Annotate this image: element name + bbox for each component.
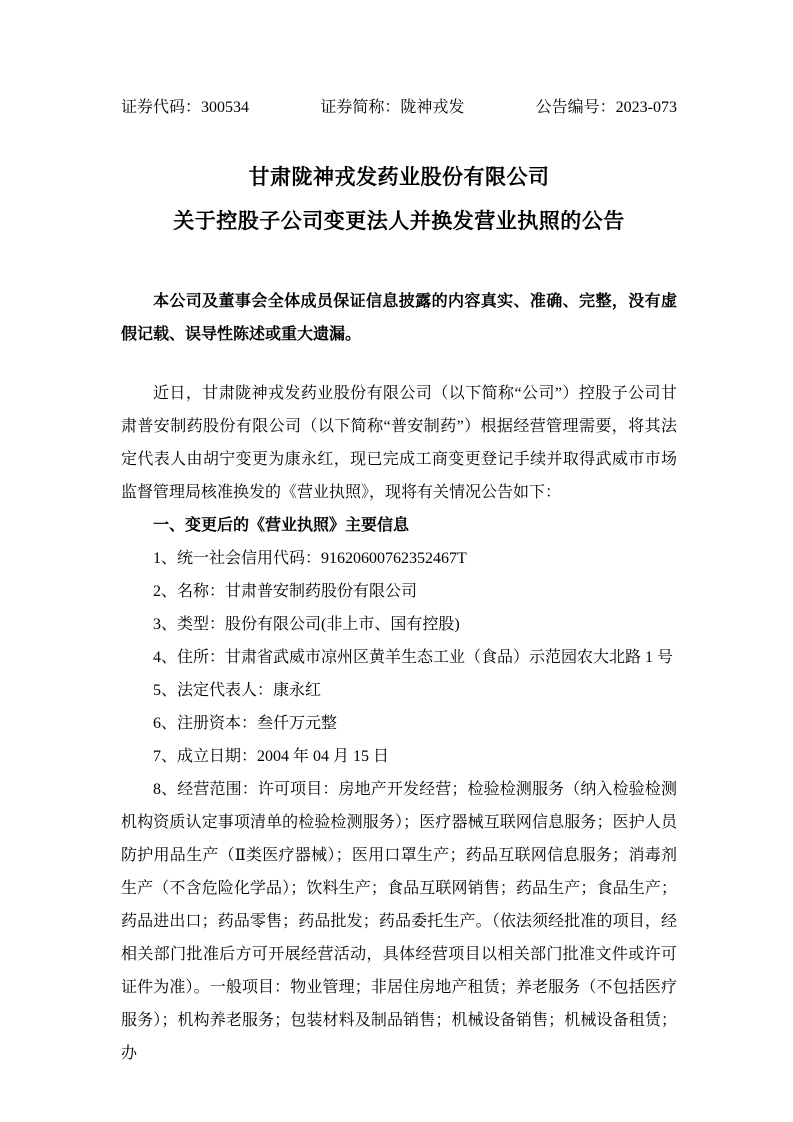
document-header-row: [121, 97, 677, 119]
stock-code-label: 证券代码：300534: [121, 99, 250, 116]
stock-abbr-label: 证券简称：陇神戎发: [320, 99, 465, 116]
license-item-credit-code: 1、统一社会信用代码：91620600762352467T: [153, 550, 467, 567]
announcement-title: 关于控股子公司变更法人并换发营业执照的公告: [173, 209, 625, 233]
license-item-registered-capital: 6、注册资本：叁仟万元整: [153, 715, 338, 732]
license-item-establishment-date: 7、成立日期：2004 年 04 月 15 日: [153, 748, 390, 765]
board-statement-paragraph: 本公司及董事会全体成员保证信息披露的内容真实、准确、完整，没有虚假记载、误导性陈述或重大遗漏。: [121, 293, 677, 343]
license-item-legal-representative: 5、法定代表人：康永红: [153, 682, 322, 699]
announcement-number-label: 公告编号：2023-073: [535, 99, 677, 116]
license-item-address: 4、住所：甘肃省武威市凉州区黄羊生态工业（食品）示范园农大北路 1 号: [153, 649, 674, 666]
company-name-title: 甘肃陇神戎发药业股份有限公司: [248, 165, 550, 189]
license-item-business-scope: 8、经营范围：许可项目：房地产开发经营；检验检测服务（纳入检验检测机构资质认定事项清单的检验检测服务）；医疗器械互联网信息服务；医护人员防护用品生产（Ⅱ类医疗器械）；医用口罩生产；药品互联网信息服务；消毒剂生产（不含危险化学品）；饮料生产；食品互联网销售；药品生产；食品生产；药品进出口；药品零售；药品批发；药品委托生产。（依法须经批准的项目，经相关部门批准后方可开展经营活动，具体经营项目以相关部门批准文件或许可证件为准）。一般项目：物业管理；非居住房地产租赁；养老服务（不包括医疗服务）；机构养老服务；包装材料及制品销售；机械设备销售；机械设备租赁；办: [121, 781, 677, 1062]
intro-paragraph: 近日，甘肃陇神戎发药业股份有限公司（以下简称“公司”）控股子公司甘肃普安制药股份有限公司（以下简称“普安制药”）根据经营管理需要，将其法定代表人由胡宁变更为康永红，现已完成工商变更登记手续并取得武威市市场监督管理局核准换发的《营业执照》，现将有关情况公告如下：: [121, 385, 677, 501]
section-1-heading: 一、变更后的《营业执照》主要信息: [153, 517, 410, 534]
license-item-type: 3、类型：股份有限公司(非上市、国有控股): [153, 616, 460, 633]
license-item-name: 2、名称：甘肃普安制药股份有限公司: [153, 583, 418, 600]
